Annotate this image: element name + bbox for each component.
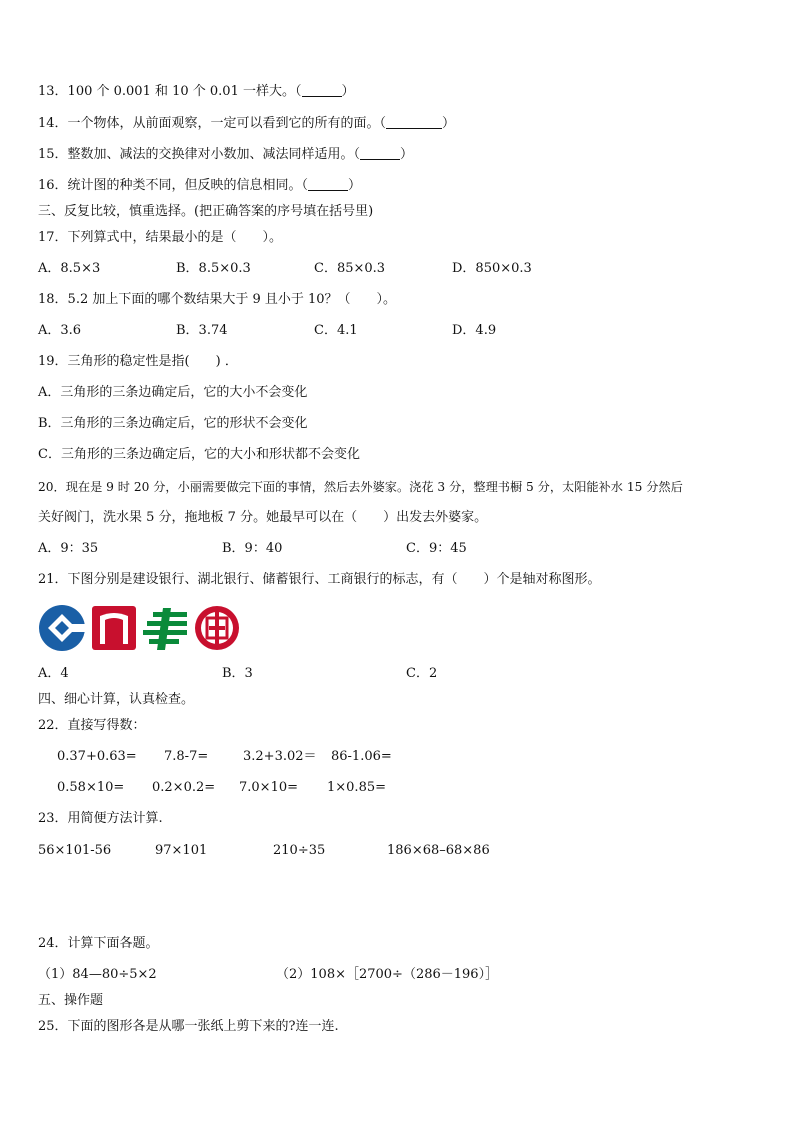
q17-option-d: D．850×0.3	[452, 261, 532, 276]
question-15: 15．整数加、减法的交换律对小数加、减法同样适用。（ ）	[38, 147, 414, 162]
q20-option-a: A．9：35	[38, 541, 99, 556]
q17-option-b: B．8.5×0.3	[176, 261, 251, 276]
q22-expr: 7.0×10=	[239, 780, 299, 795]
question-25: 25．下面的图形各是从哪一张纸上剪下来的?连一连.	[38, 1019, 339, 1034]
q22-expr: 0.37+0.63=	[57, 749, 137, 764]
q19-option-c: C．三角形的三条边确定后，它的大小和形状都不会变化	[38, 447, 360, 462]
q22-expr: 0.58×10=	[57, 780, 125, 795]
question-20-line-2: 关好阀门，洗水果 5 分，拖地板 7 分。她最早可以在（ ）出发去外婆家。	[38, 510, 488, 525]
question-23: 23．用简便方法计算.	[38, 811, 163, 826]
section-3-heading: 三、反复比较，慎重选择。(把正确答案的序号填在括号里)	[38, 204, 374, 219]
construction-bank-logo	[38, 604, 86, 652]
answer-blank[interactable]	[386, 116, 442, 129]
question-22: 22．直接写得数：	[38, 718, 146, 733]
question-19: 19．三角形的稳定性是指( ) ．	[38, 354, 238, 369]
q23-expr: 210÷35	[273, 843, 326, 858]
q23-expr: 97×101	[155, 843, 208, 858]
postal-bank-logo	[141, 604, 189, 652]
q23-expr: 186×68–68×86	[387, 843, 490, 858]
q24-expr-2: （2）108×［2700÷（286－196）］	[276, 967, 499, 982]
q19-option-a: A．三角形的三条边确定后，它的大小不会变化	[38, 385, 308, 400]
q23-expr: 56×101-56	[38, 843, 112, 858]
q18-option-d: D．4.9	[452, 323, 497, 338]
q18-option-a: A．3.6	[38, 323, 82, 338]
question-17: 17．下列算式中，结果最小的是（ ）。	[38, 230, 283, 245]
q22-expr: 0.2×0.2=	[152, 780, 216, 795]
hubei-bank-logo	[90, 604, 138, 652]
section-4-heading: 四、细心计算，认真检查。	[38, 692, 195, 707]
question-18: 18．5.2 加上下面的哪个数结果大于 9 且小于 10？（ ）。	[38, 292, 397, 307]
icbc-logo	[193, 604, 241, 652]
q20-option-c: C．9：45	[406, 541, 467, 556]
q21-option-a: A．4	[38, 666, 69, 681]
section-5-heading: 五、操作题	[38, 993, 104, 1008]
question-21: 21．下图分别是建设银行、湖北银行、储蓄银行、工商银行的标志，有（ ）个是轴对称图形。	[38, 572, 601, 587]
q21-option-b: B．3	[222, 666, 253, 681]
q17-option-a: A．8.5×3	[38, 261, 101, 276]
question-20-line-1: 20．现在是 9 时 20 分，小丽需要做完下面的事情，然后去外婆家。浇花 3 分，整理书橱 5 分，太阳能补水 15 分然后	[38, 480, 683, 494]
q21-option-c: C．2	[406, 666, 438, 681]
q24-expr-1: （1）84—80÷5×2	[38, 967, 157, 982]
question-24: 24．计算下面各题。	[38, 936, 159, 951]
q19-option-b: B．三角形的三条边确定后，它的形状不会变化	[38, 416, 308, 431]
question-14: 14．一个物体，从前面观察，一定可以看到它的所有的面。（ ）	[38, 116, 456, 131]
q18-option-b: B．3.74	[176, 323, 228, 338]
q22-expr: 86-1.06=	[331, 749, 392, 764]
q18-option-c: C．4.1	[314, 323, 358, 338]
answer-blank[interactable]	[308, 178, 348, 191]
q22-expr: 7.8-7=	[164, 749, 209, 764]
q17-option-c: C．85×0.3	[314, 261, 386, 276]
answer-blank[interactable]	[302, 84, 342, 97]
question-13: 13．100 个 0.001 和 10 个 0.01 一样大。（ ）	[38, 84, 355, 99]
answer-blank[interactable]	[360, 147, 400, 160]
q20-option-b: B．9：40	[222, 541, 283, 556]
question-16: 16．统计图的种类不同，但反映的信息相同。（ ）	[38, 178, 362, 193]
q22-expr: 1×0.85=	[327, 780, 387, 795]
q22-expr: 3.2+3.02＝	[243, 749, 317, 764]
